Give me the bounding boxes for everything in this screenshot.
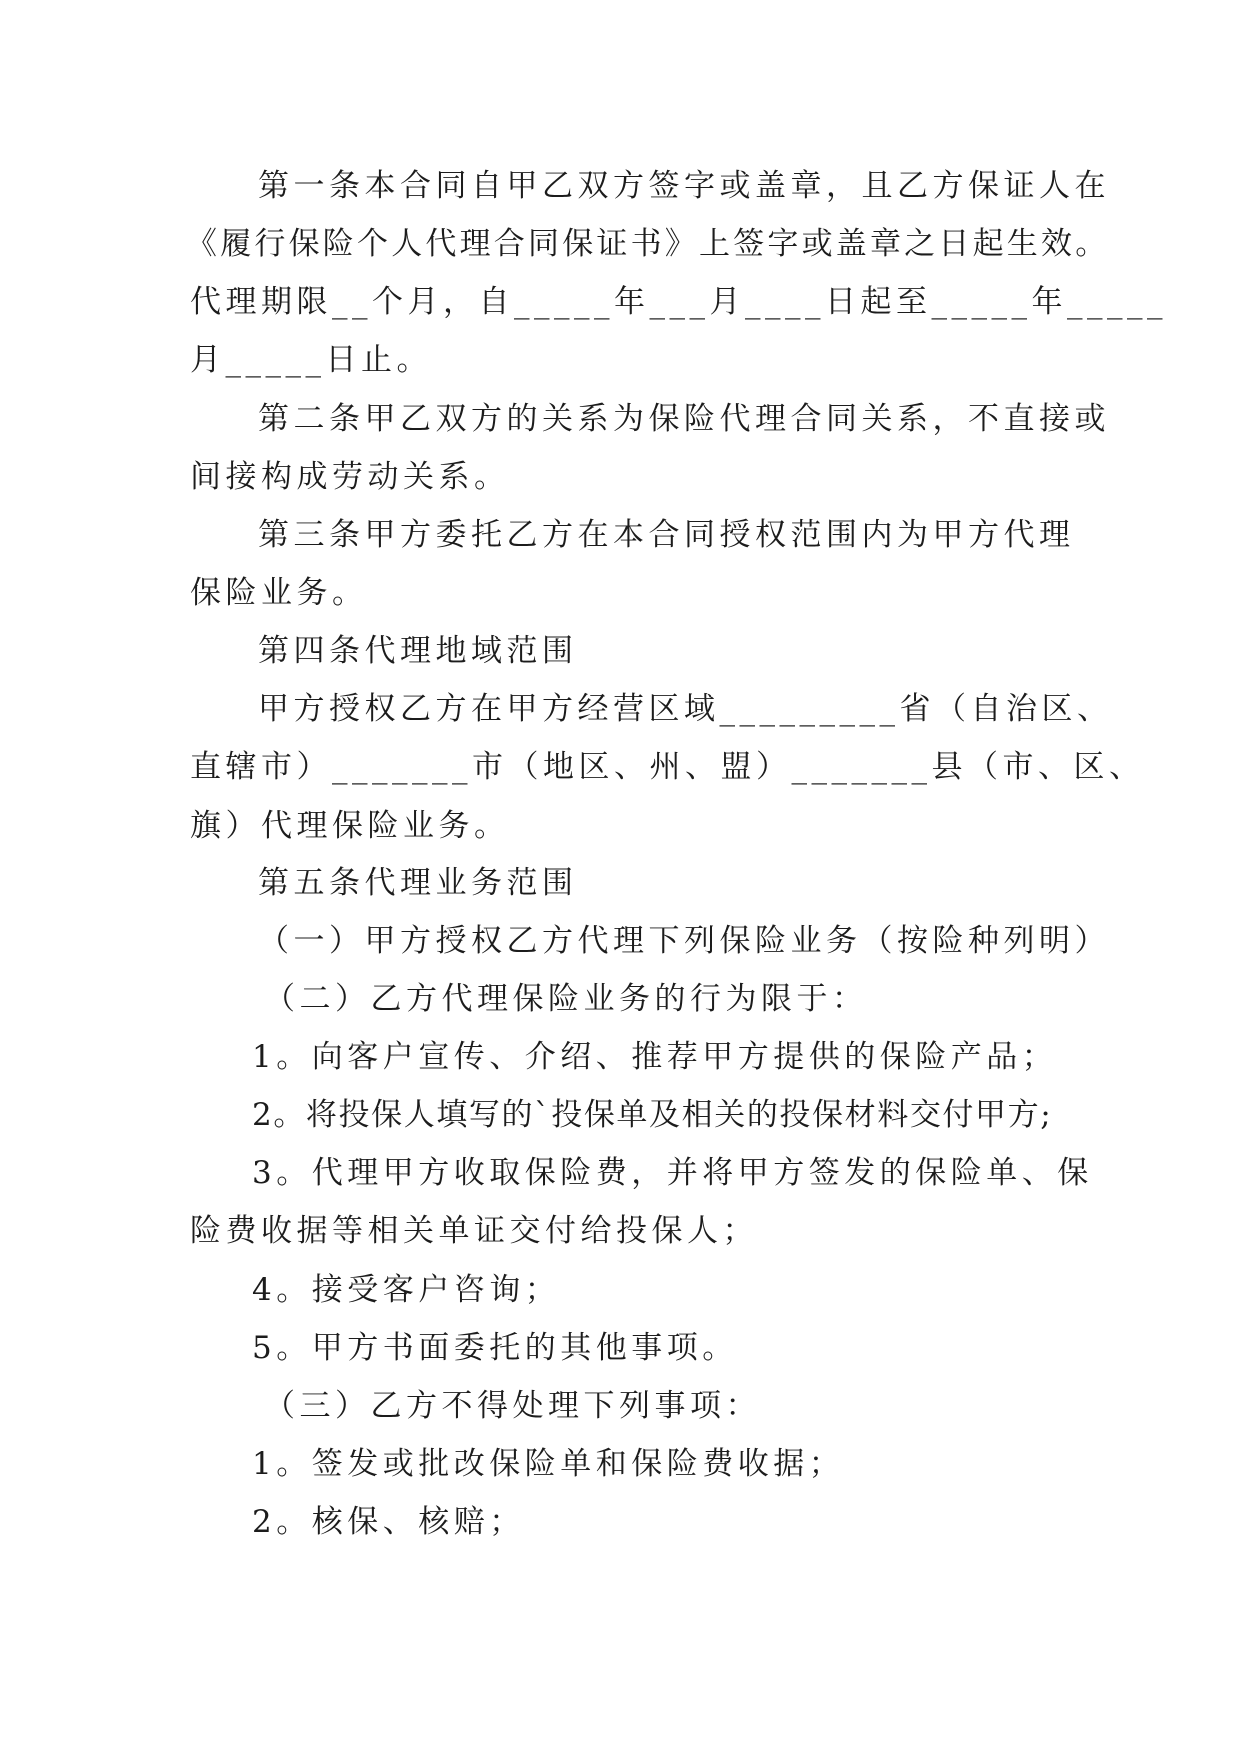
article-2-line-2: 间接构成劳动关系。: [190, 459, 510, 495]
article-5-item-2: （二）乙方代理保险业务的行为限于：: [264, 981, 868, 1017]
article-2-line-1: 第二条甲乙双方的关系为保险代理合同关系，不直接或: [258, 401, 1110, 437]
list-item-continuation: 险费收据等相关单证交付给投保人；: [190, 1213, 758, 1249]
list-item: 4。接受客户咨询；: [252, 1272, 561, 1308]
article-5-heading: 第五条代理业务范围: [258, 865, 578, 901]
article-1-line-4: 月_____日止。: [190, 342, 432, 378]
article-4-line-1: 甲方授权乙方在甲方经营区域_________省（自治区、: [258, 691, 1113, 727]
list-item: 2。核保、核赔；: [252, 1504, 525, 1540]
article-4-line-2: 直辖市）_______市（地区、州、盟）_______县（市、区、: [190, 749, 1145, 785]
article-5-item-3: （三）乙方不得处理下列事项：: [264, 1388, 761, 1424]
list-item: 2。将投保人填写的`投保单及相关的投保材料交付甲方;: [252, 1097, 1053, 1133]
article-4-heading: 第四条代理地域范围: [258, 633, 578, 669]
article-3-line-2: 保险业务。: [190, 575, 368, 611]
list-item: 3。代理甲方收取保险费，并将甲方签发的保险单、保: [252, 1155, 1093, 1191]
article-1-line-1: 第一条本合同自甲乙双方签字或盖章，且乙方保证人在: [258, 168, 1110, 204]
list-item: 1。向客户宣传、介绍、推荐甲方提供的保险产品；: [252, 1039, 1058, 1075]
article-3-line-1: 第三条甲方委托乙方在本合同授权范围内为甲方代理: [258, 517, 1075, 553]
article-1-line-2: 《履行保险个人代理合同保证书》上签字或盖章之日起生效。: [186, 226, 1110, 262]
article-5-item-1: （一）甲方授权乙方代理下列保险业务（按险种列明）: [258, 923, 1110, 959]
article-4-line-3: 旗）代理保险业务。: [190, 808, 510, 844]
article-1-line-3: 代理期限__个月，自_____年___月____日起至_____年_____: [190, 284, 1167, 320]
list-item: 1。签发或批改保险单和保险费收据；: [252, 1446, 845, 1482]
list-item: 5。甲方书面委托的其他事项。: [252, 1330, 738, 1366]
